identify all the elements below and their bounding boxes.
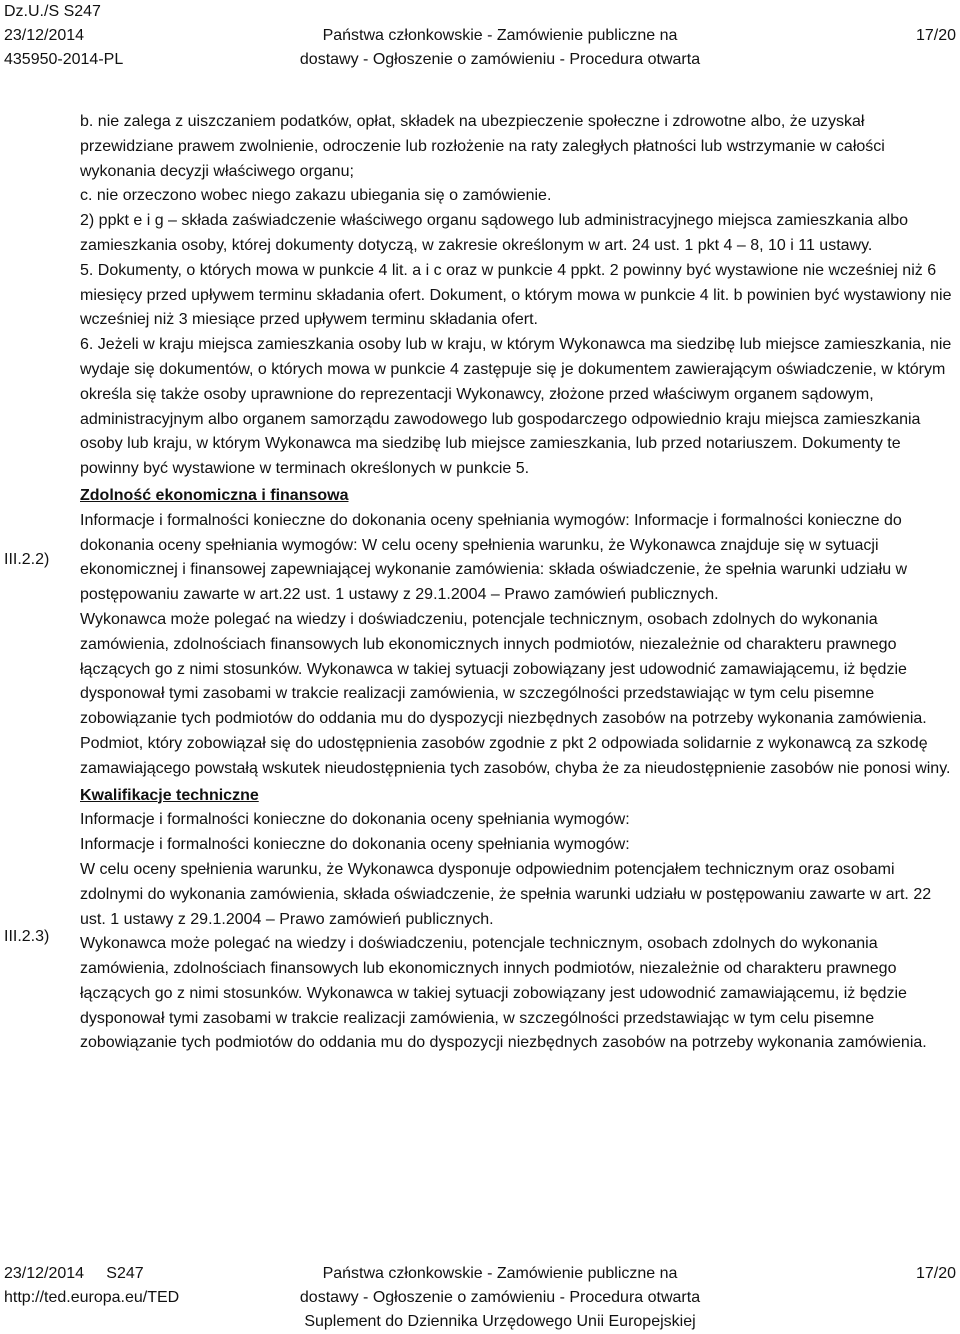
section-title-technical: Kwalifikacje techniczne (80, 786, 259, 804)
issue-date: 23/12/2014 (4, 27, 85, 44)
page-number: 17/20 (915, 27, 956, 44)
paragraph: Informacje i formalności konieczne do dokonania oceny spełniania wymogów: (80, 836, 630, 854)
header-title-line1: Państwa członkowskie - Zamówienie publiczne na (322, 27, 678, 44)
paragraph: Wykonawca może polegać na wiedzy i doświadczeniu, potencjale technicznym, osobach zdolnych do wykonania zamówienia, zdolnościach finansowych lub ekonomicznych innych podmiotów, niezależnie od charakteru prawnego łączących go z nimi stosunków. Wykonawca w takiej sytuacji zobowiązany jest udowodnić zamawiającemu, iż będzie dysponował tymi zasobami w trakcie realizacji zamówienia, w szczególności przedstawiając w tym celu pisemne zobowiązanie tych podmiotów do oddania mu do dyspozycji niezbędnych zasobów na potrzeby wykonania zamówienia. (80, 610, 927, 728)
document-body (80, 110, 956, 1056)
footer-title-line1: Państwa członkowskie - Zamówienie publiczne na (322, 1265, 678, 1282)
journal-ref: Dz.U./S S247 (4, 3, 101, 20)
footer-date-issue: 23/12/2014 S247 (4, 1265, 144, 1282)
footer-url: http://ted.europa.eu/TED (4, 1289, 180, 1306)
page-footer (0, 1262, 960, 1334)
footer-title (0, 1262, 960, 1334)
page-header (0, 0, 960, 72)
section-number-economic: III.2.2) (4, 551, 50, 568)
paragraph: Informacje i formalności konieczne do dokonania oceny spełniania wymogów: Informacje i formalności konieczne do dokonania oceny spełniania wymogów: W celu oceny spełnienia warunku, że Wykonawca znajduje się w sytuacji ekonomicznej i finansowej zapewniającej wykonanie zamówienia: składa oświadczenie, że spełnia warunki udziału w postępowaniu zawarte w art.22 ust. 1 ustawy z 29.1.2004 – Prawo zamówień publicznych. (80, 511, 908, 604)
paragraph: 2) ppkt e i g – składa zaświadczenie właściwego organu sądowego lub administracyjnego miejsca zamieszkania albo zamieszkania osoby, której dokumenty dotyczą, w zakresie określonym w art. 24 ust. 1 pkt 4 – 8, 10 i 11 ustawy. (80, 212, 908, 254)
notice-id: 435950-2014-PL (4, 51, 124, 68)
footer-title-line2: dostawy - Ogłoszenie o zamówieniu - Procedura otwarta (299, 1289, 701, 1306)
paragraph: W celu oceny spełnienia warunku, że Wykonawca dysponuje odpowiednim potencjałem technicznym oraz osobami zdolnymi do wykonania zamówienia, składa oświadczenie, że spełnia warunki udziału w postępowaniu zawarte w art. 22 ust. 1 ustawy z 29.1.2004 – Prawo zamówień publicznych. (80, 860, 932, 928)
section-number-technical: III.2.3) (4, 928, 50, 945)
footer-title-line3: Suplement do Dziennika Urzędowego Unii Europejskiej (304, 1313, 696, 1330)
paragraph: c. nie orzeczono wobec niego zakazu ubiegania się o zamówienie. (80, 187, 552, 205)
header-title-line2: dostawy - Ogłoszenie o zamówieniu - Procedura otwarta (299, 51, 701, 68)
footer-page-number: 17/20 (915, 1265, 956, 1282)
header-title (0, 24, 960, 72)
paragraph: Podmiot, który zobowiązał się do udostępnienia zasobów zgodnie z pkt 2 odpowiada solidarnie z wykonawcą za szkodę zamawiającego powstałą wskutek nieudostępnienia tych zasobów, chyba że za nieudostępnienie zasobów nie ponosi winy. (80, 734, 951, 777)
paragraph: 5. Dokumenty, o których mowa w punkcie 4 lit. a i c oraz w punkcie 4 ppkt. 2 powinny być wystawione nie wcześniej niż 6 miesięcy przed upływem terminu składania ofert. Dokument, o którym mowa w punkcie 4 lit. b powinien być wystawiony nie wcześniej niż 3 miesiące przed upływem terminu składania ofert. (80, 261, 952, 329)
paragraph: b. nie zalega z uiszczaniem podatków, opłat, składek na ubezpieczenie społeczne i zdrowotne albo, że uzyskał przewidziane prawem zwolnienie, odroczenie lub rozłożenie na raty zaległych płatności lub wstrzymanie w całości wykonania decyzji właściwego organu; (80, 113, 885, 180)
paragraph: 6. Jeżeli w kraju miejsca zamieszkania osoby lub w kraju, w którym Wykonawca ma siedzibę lub miejsce zamieszkania, nie wydaje się dokumentów, o których mowa w punkcie 4 zastępuje się je dokumentem zawierającym oświadczenie, w którym określa się także osoby uprawnione do reprezentacji Wykonawcy, złożone przed właściwym organem sądowym, administracyjnym albo organem samorządu zawodowego lub gospodarczego odpowiednio kraju miejsca zamieszkania osoby lub kraju, w którym Wykonawca ma siedzibę lub miejsce zamieszkania, lub przed notariuszem. Dokumenty te powinny być wystawione w terminach określonych w punkcie 5. (80, 336, 952, 478)
section-title-economic: Zdolność ekonomiczna i finansowa (80, 486, 349, 504)
paragraph: Wykonawca może polegać na wiedzy i doświadczeniu, potencjale technicznym, osobach zdolnych do wykonania zamówienia, zdolnościach finansowych lub ekonomicznych innych podmiotów, niezależnie od charakteru prawnego łączących go z nimi stosunków. Wykonawca w takiej sytuacji zobowiązany jest udowodnić zamawiającemu, iż będzie dysponował tymi zasobami w trakcie realizacji zamówienia, w szczególności przedstawiając w tym celu pisemne zobowiązanie tych podmiotów do oddania mu do dyspozycji niezbędnych zasobów na potrzeby wykonania zamówienia. (80, 935, 927, 1052)
paragraph: Informacje i formalności konieczne do dokonania oceny spełniania wymogów: (80, 811, 630, 829)
